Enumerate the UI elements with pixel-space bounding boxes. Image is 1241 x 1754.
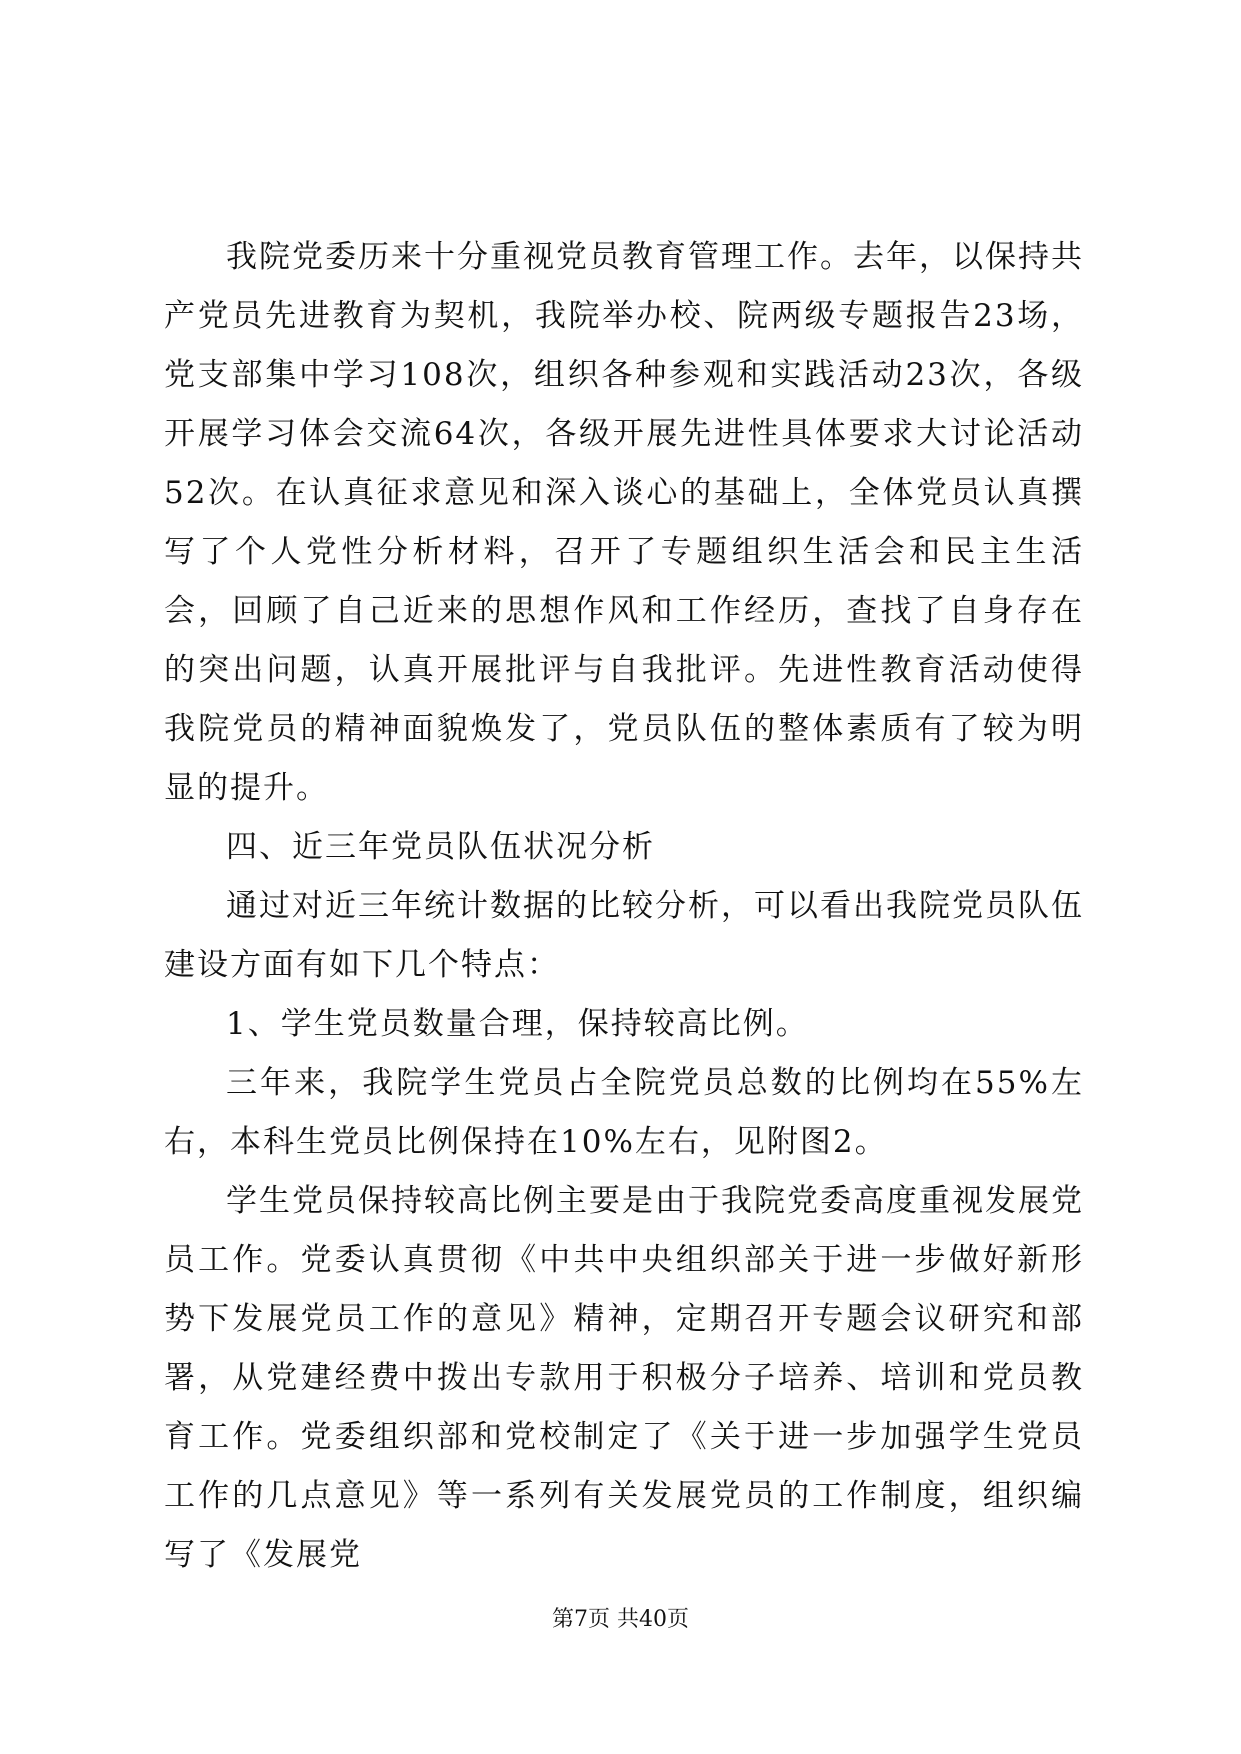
paragraph-student-ratio: 三年来，我院学生党员占全院党员总数的比例均在55%左右，本科生党员比例保持在10%左右，见附图2。 <box>164 1065 1084 1160</box>
list-item-student-members: 1、学生党员数量合理，保持较高比例。 <box>226 1006 809 1042</box>
section-heading-team-analysis: 四、近三年党员队伍状况分析 <box>226 829 655 865</box>
paragraph-education-management: 我院党委历来十分重视党员教育管理工作。去年，以保持共产党员先进教育为契机，我院举办校、院两级专题报告23场，党支部集中学习108次，组织各种参观和实践活动23次，各级开展学习体会交流64次，各级开展先进性具体要求大讨论活动52次。在认真征求意见和深入谈心的基础上，全体党员认真撰写了个人党性分析材料，召开了专题组织生活会和民主生活会，回顾了自己近来的思想作风和工作经历，查找了自身存在的突出问题，认真开展批评与自我批评。先进性教育活动使得我院党员的精神面貌焕发了，党员队伍的整体素质有了较为明显的提升。 <box>164 239 1084 806</box>
document-body <box>164 228 1084 1585</box>
page-number-footer: 第7页 共40页 <box>552 1607 689 1632</box>
paragraph-party-committee-work: 学生党员保持较高比例主要是由于我院党委高度重视发展党员工作。党委认真贯彻《中共中央组织部关于进一步做好新形势下发展党员工作的意见》精神，定期召开专题会议研究和部署，从党建经费中拨出专款用于积极分子培养、培训和党员教育工作。党委组织部和党校制定了《关于进一步加强学生党员工作的几点意见》等一系列有关发展党员的工作制度，组织编写了《发展党 <box>164 1183 1084 1573</box>
paragraph-statistics-intro: 通过对近三年统计数据的比较分析，可以看出我院党员队伍建设方面有如下几个特点： <box>164 888 1084 983</box>
